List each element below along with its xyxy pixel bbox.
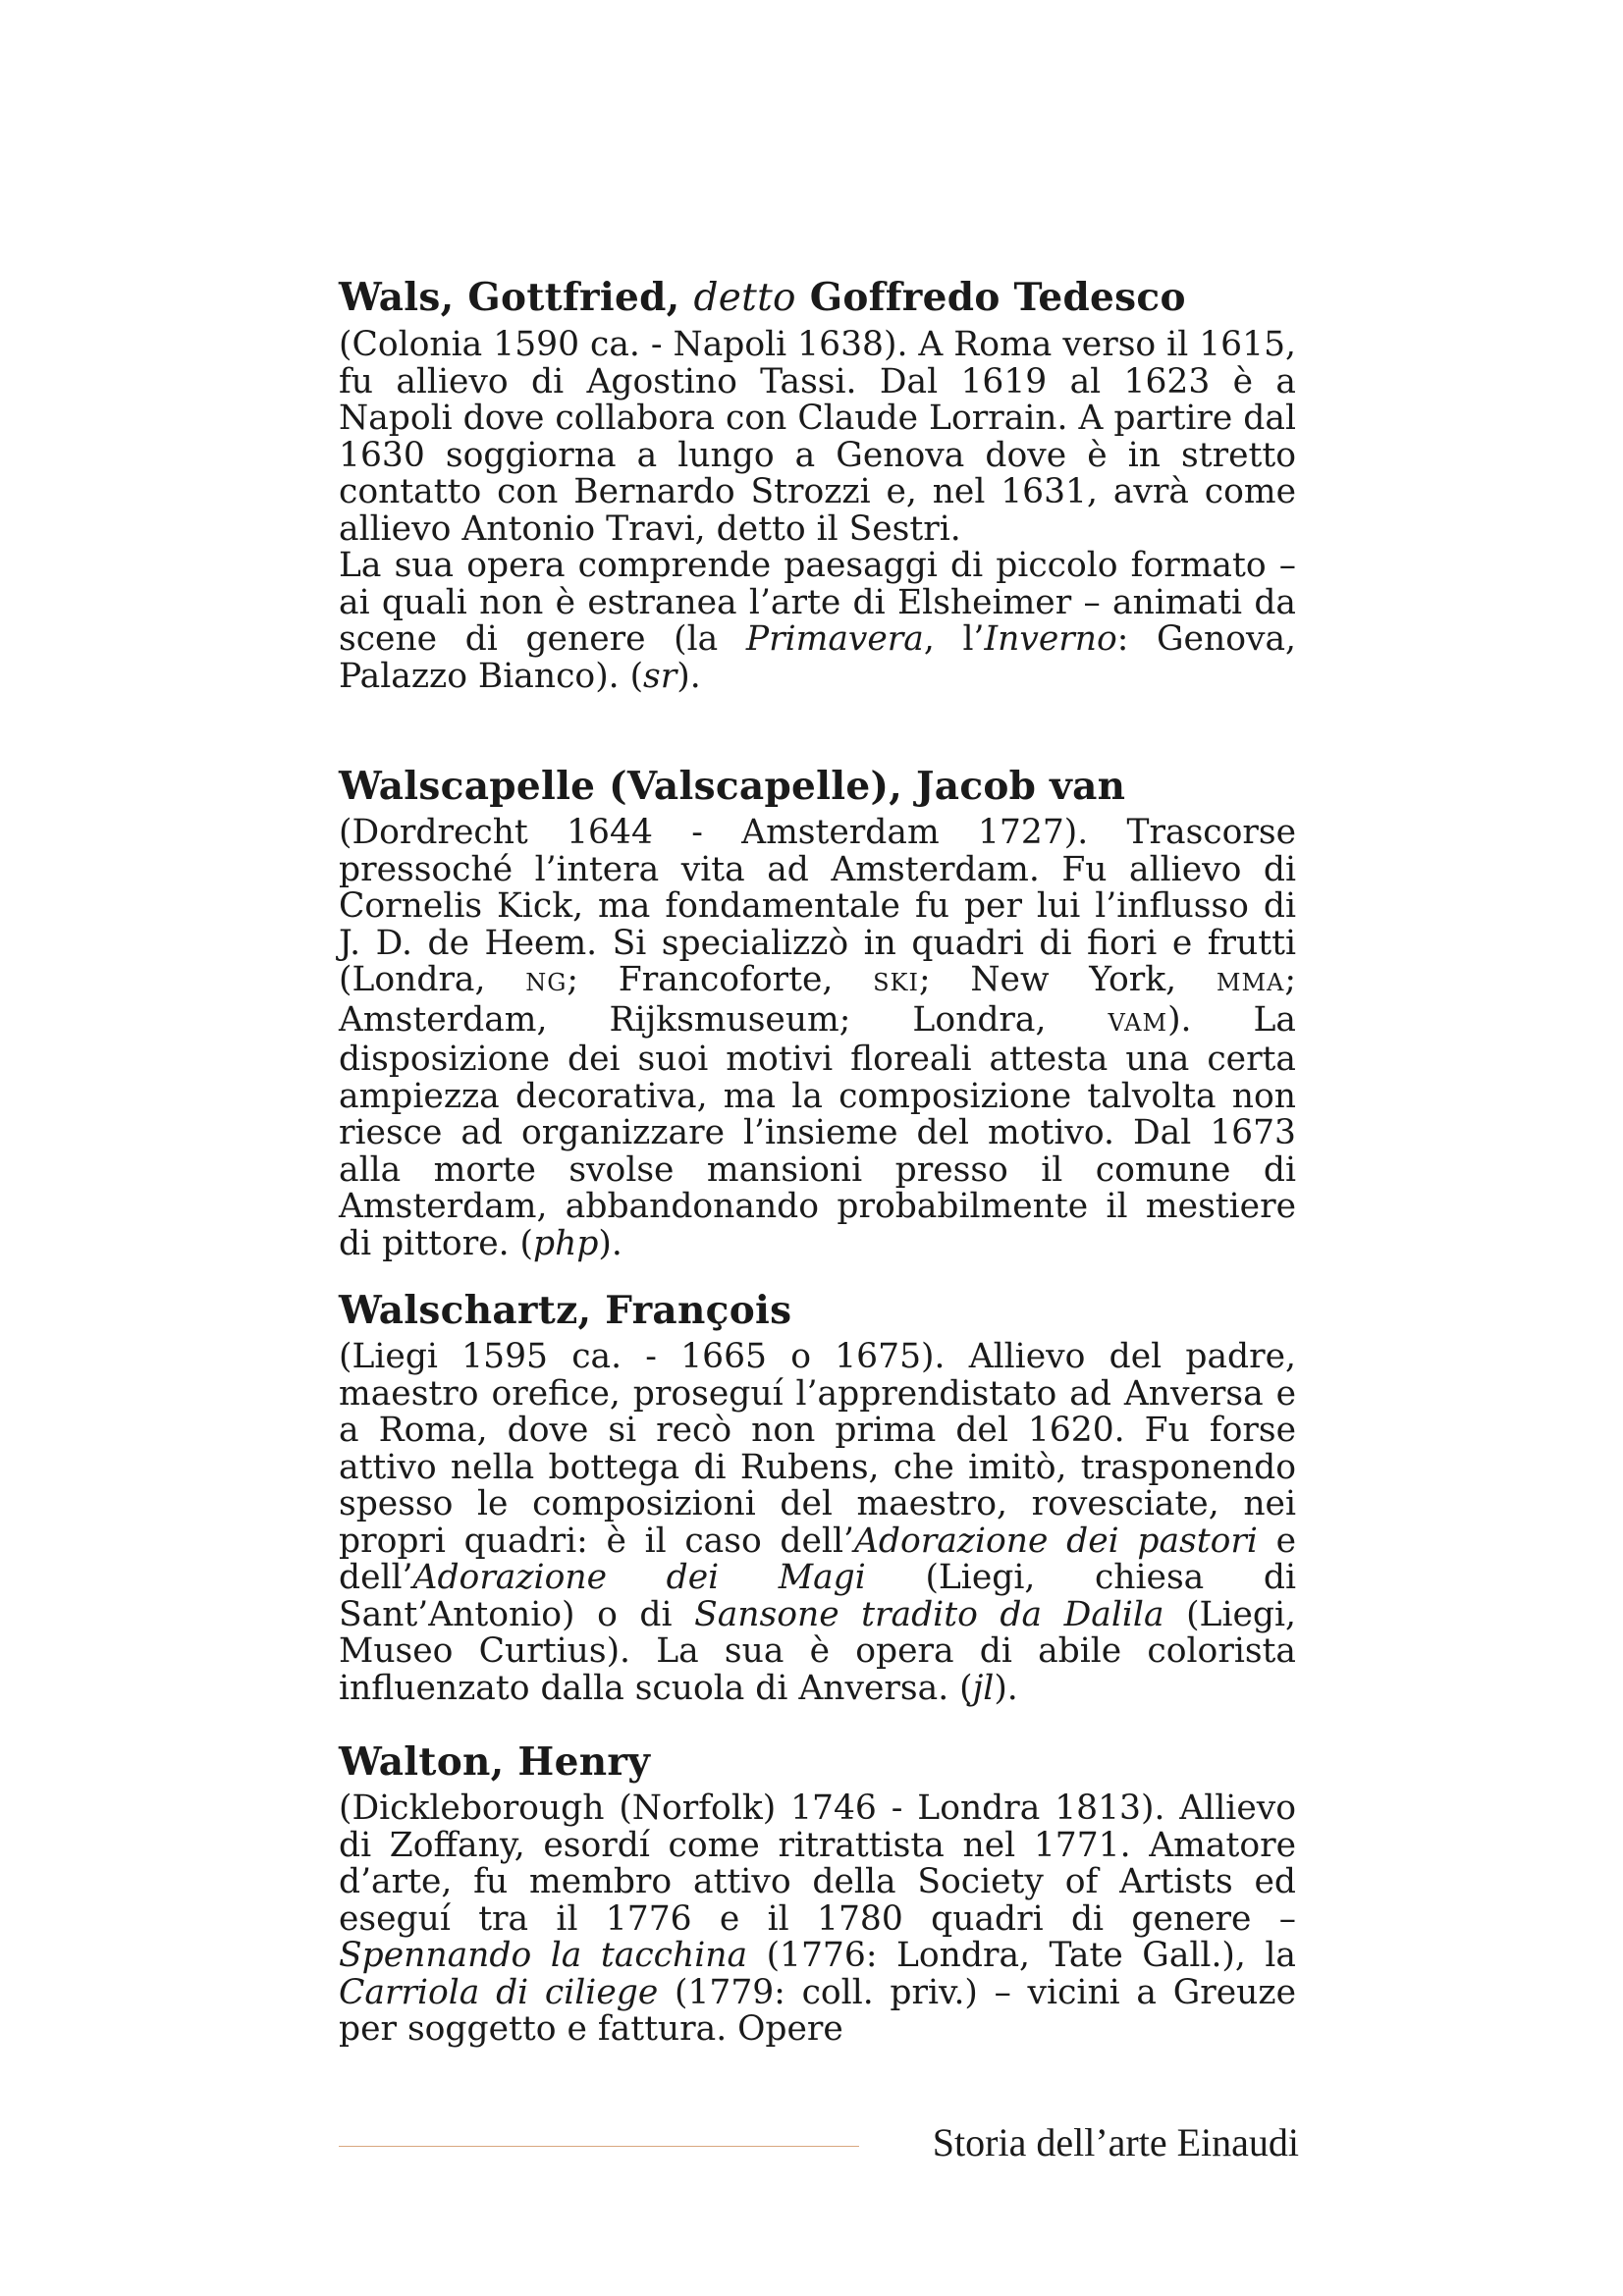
heading-alias: Goffredo Tedesco <box>809 275 1186 320</box>
entry-heading: Walton, Henry <box>339 1739 651 1785</box>
museum-abbrev: MMA <box>1216 969 1285 996</box>
artwork-title: Inverno <box>984 619 1117 659</box>
heading-italic: detto <box>693 276 796 320</box>
author-initials: php <box>533 1223 599 1263</box>
author-initials: jl <box>972 1668 995 1708</box>
museum-abbrev: NG <box>525 969 568 996</box>
entry-paragraph: (Dordrecht 1644 - Amsterdam 1727). Trascorse pressoché l’intera vita ad Amsterdam. Fu allievo di Cornelis Kick, ma fondamentale fu per lui l’influsso di J. D. de Heem. Si specializzò in quadri di fiori e frutti (Londra, NG; Francoforte, SKI; New York, MMA; Amsterdam, Rijksmuseum; Londra, VAM). La disposizione dei suoi motivi floreali attesta una certa ampiezza decorativa, ma la composizione talvolta non riesce ad organizzare l’insieme del motivo. Dal 1673 alla morte svolse mansioni presso il comune di Amsterdam, abbandonando probabilmente il mestiere di pittore. (php). <box>339 813 1296 1263</box>
entry-wals <box>339 273 1296 695</box>
author-initials: sr <box>643 656 677 696</box>
footer-title: Storia dell’arte Einaudi <box>932 2120 1299 2164</box>
artwork-title: Sansone tradito da Dalila <box>694 1594 1164 1634</box>
artwork-title: Spennando la tacchina <box>339 1936 748 1975</box>
heading-name: Wals, Gottfried, <box>339 275 680 320</box>
entry-paragraph: (Dickleborough (Norfolk) 1746 - Londra 1813). Allievo di Zoffany, esordí come ritrattista nel 1771. Amatore d’arte, fu membro attivo della Society of Artists ed eseguí tra il 1776 e il 1780 quadri di genere – Spennando la tacchina (1776: Londra, Tate Gall.), la Carriola di ciliege (1779: coll. priv.) – vicini a Greuze per soggetto e fattura. Opere <box>339 1789 1297 2049</box>
museum-abbrev: VAM <box>1108 1008 1168 1037</box>
entry-walschartz <box>339 1286 1296 1707</box>
footer-divider <box>339 2146 859 2147</box>
entry-paragraph: (Colonia 1590 ca. - Napoli 1638). A Roma verso il 1615, fu allievo di Agostino Tassi. Dal 1619 al 1623 è a Napoli dove collabora con Claude Lorrain. A partire dal 1630 soggiorna a lungo a Genova dove è in stretto contatto con Bernardo Strozzi e, nel 1631, avrà come allievo Antonio Travi, detto il Sestri. La sua opera comprende paesaggi di piccolo formato – ai quali non è estranea l’arte di Elsheimer – animati da scene di genere (la Primavera, l’Inverno: Genova, Palazzo Bianco). (sr). <box>339 325 1296 696</box>
entry-heading <box>339 273 1296 323</box>
entry-heading: Walscapelle (Valscapelle), Jacob van <box>339 764 1126 809</box>
entry-heading: Walschartz, François <box>339 1288 792 1333</box>
artwork-title: Adorazione dei pastori <box>853 1521 1258 1561</box>
artwork-title: Carriola di ciliege <box>339 1972 659 2012</box>
entry-walscapelle <box>339 762 1296 1262</box>
entry-paragraph: (Liegi 1595 ca. - 1665 o 1675). Allievo del padre, maestro orefice, proseguí l’apprendistato ad Anversa e a Roma, dove si recò non prima del 1620. Fu forse attivo nella bottega di Rubens, che imitò, trasponendo spesso le composizioni del maestro, rovesciate, nei propri quadri: è il caso dell’Adorazione dei pastori e dell’Adorazione dei Magi (Liegi, chiesa di Sant’Antonio) o di Sansone tradito da Dalila (Liegi, Museo Curtius). La sua è opera di abile colorista influenzato dalla scuola di Anversa. (jl). <box>339 1337 1296 1708</box>
artwork-title: Adorazione dei Magi <box>412 1558 866 1597</box>
entry-walton <box>339 1737 1296 2049</box>
museum-abbrev: SKI <box>873 969 919 996</box>
artwork-title: Primavera <box>745 619 924 659</box>
